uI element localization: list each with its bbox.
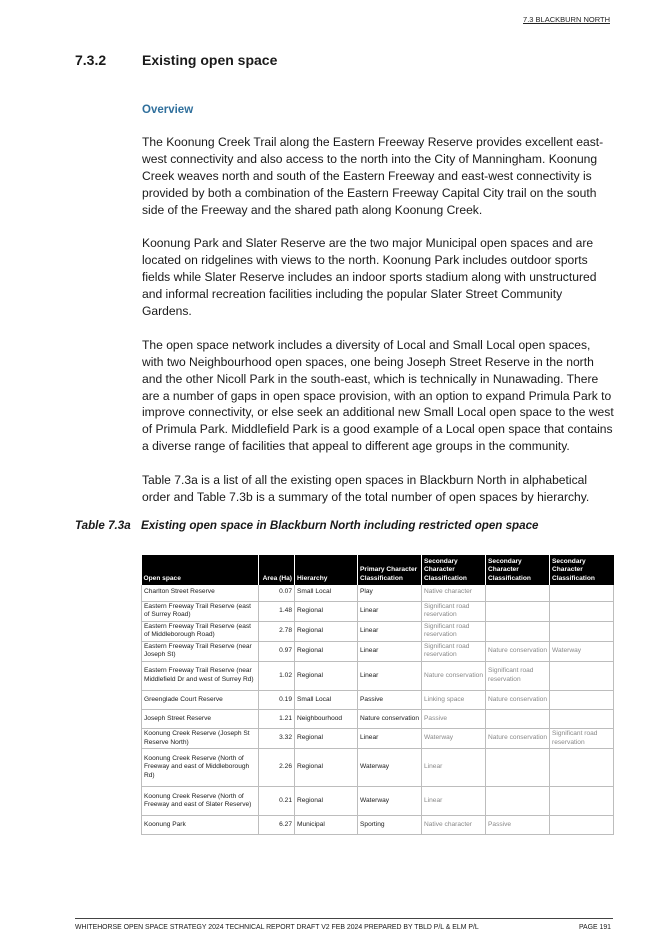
table-cell: Regional: [295, 641, 358, 661]
table-cell: [486, 710, 550, 729]
table-cell: [486, 621, 550, 641]
column-header: Primary Character Classification: [358, 555, 422, 585]
table-cell: [486, 749, 550, 787]
table-caption-title: Existing open space in Blackburn North including restricted open space: [141, 519, 539, 532]
table-cell: Small Local: [295, 585, 358, 601]
table-cell: Nature conservation: [486, 691, 550, 710]
table-cell: Charlton Street Reserve: [142, 585, 259, 601]
table-cell: Municipal: [295, 816, 358, 835]
table-cell: Significant road reservation: [422, 641, 486, 661]
table-cell: Koonung Creek Reserve (North of Freeway and east of Slater Reserve): [142, 787, 259, 816]
table-cell: Play: [358, 585, 422, 601]
table-row: [142, 729, 614, 749]
table-cell: 1.48: [259, 601, 295, 621]
table-cell: Significant road reservation: [550, 729, 614, 749]
table-cell: [550, 816, 614, 835]
paragraph: The Koonung Creek Trail along the Eastern Freeway Reserve provides excellent east-west connectivity and also access to the north into the City of Manningham. Koonung Creek weaves north and south of the Eastern Freeway and east-west connectivity is provided by both a combination of the Eastern Freeway Capital City trail on the south side of the Freeway and the shared path along Koonung Creek.: [142, 135, 604, 217]
table-cell: [550, 621, 614, 641]
table-cell: [486, 585, 550, 601]
table-cell: 6.27: [259, 816, 295, 835]
table-cell: [486, 787, 550, 816]
table-cell: Eastern Freeway Trail Reserve (east of Middleborough Road): [142, 621, 259, 641]
table-cell: Passive: [486, 816, 550, 835]
table-cell: Significant road reservation: [422, 601, 486, 621]
table-cell: Significant road reservation: [422, 621, 486, 641]
column-header: Open space: [142, 555, 259, 585]
table-cell: Koonung Creek Reserve (Joseph St Reserve North): [142, 729, 259, 749]
paragraph: The open space network includes a diversity of Local and Small Local open spaces, with two Neighbourhood open spaces, one being Joseph Street Reserve in the north and the other Nicoll Park in the south-east, which is technically in Nunawading. There are a number of gaps in open space provision, with an option to expand Primula Park to improve connectivity, or else seek an additional new Small Local open space to the west of Primula Park. Middlefield Park is a good example of a Local open space that contains a diverse range of facilities that appeal to different age groups in the community.: [142, 337, 614, 454]
table-cell: 0.19: [259, 691, 295, 710]
table-cell: Regional: [295, 787, 358, 816]
column-header: Secondary Character Classification: [486, 555, 550, 585]
table-cell: Neighbourhood: [295, 710, 358, 729]
table-cell: Regional: [295, 601, 358, 621]
table-row: [142, 621, 614, 641]
table-row: [142, 691, 614, 710]
table-cell: [486, 601, 550, 621]
overview-heading: Overview: [142, 104, 194, 116]
table-cell: Eastern Freeway Trail Reserve (near Middlefield Dr and west of Surrey Rd): [142, 662, 259, 691]
table-cell: Nature conservation: [422, 662, 486, 691]
table-row: [142, 601, 614, 621]
table-row: [142, 710, 614, 729]
table-cell: [550, 710, 614, 729]
table-cell: Waterway: [358, 787, 422, 816]
table-cell: Nature conservation: [486, 729, 550, 749]
paragraph: Koonung Park and Slater Reserve are the two major Municipal open spaces and are located on ridgelines with views to the north. Koonung Park includes outdoor sports fields while Slater Reserve includes an indoor sports stadium along with unstructured and informal recreation facilities including the popular Slater Street Community Gardens.: [142, 236, 597, 319]
table-cell: Linear: [358, 641, 422, 661]
table-cell: Linking space: [422, 691, 486, 710]
section-title: Existing open space: [142, 52, 278, 68]
table-row: [142, 787, 614, 816]
table-cell: Significant road reservation: [486, 662, 550, 691]
table-row: [142, 585, 614, 601]
table-cell: Waterway: [422, 729, 486, 749]
column-header: Secondary Character Classification: [550, 555, 614, 585]
table-cell: Regional: [295, 662, 358, 691]
table-cell: 1.02: [259, 662, 295, 691]
page-number: PAGE 191: [578, 924, 611, 931]
table-cell: 0.97: [259, 641, 295, 661]
table-cell: [550, 601, 614, 621]
table-cell: Passive: [358, 691, 422, 710]
table-cell: Linear: [422, 787, 486, 816]
table-cell: [550, 749, 614, 787]
table-cell: Linear: [422, 749, 486, 787]
body-text: [142, 134, 614, 523]
table-cell: Small Local: [295, 691, 358, 710]
paragraph: Table 7.3a is a list of all the existing open spaces in Blackburn North in alphabetical order and Table 7.3b is a summary of the total number of open spaces by hierarchy.: [142, 473, 590, 504]
table-cell: 0.21: [259, 787, 295, 816]
table-cell: 1.21: [259, 710, 295, 729]
table-cell: 2.78: [259, 621, 295, 641]
table-cell: Nature conservation: [358, 710, 422, 729]
table-cell: Linear: [358, 662, 422, 691]
column-header: Hierarchy: [295, 555, 358, 585]
table-cell: Nature conservation: [486, 641, 550, 661]
section-reference: 7.3 BLACKBURN NORTH: [523, 15, 610, 24]
table-row: [142, 816, 614, 835]
table-cell: Eastern Freeway Trail Reserve (east of Surrey Road): [142, 601, 259, 621]
table-cell: Waterway: [358, 749, 422, 787]
table-cell: 0.07: [259, 585, 295, 601]
section-number: 7.3.2: [75, 52, 107, 68]
table-cell: Native character: [422, 816, 486, 835]
footer-divider: [75, 918, 613, 919]
table-row: [142, 641, 614, 661]
table-cell: 2.26: [259, 749, 295, 787]
table-cell: Regional: [295, 621, 358, 641]
table-cell: Greenglade Court Reserve: [142, 691, 259, 710]
table-cell: Linear: [358, 729, 422, 749]
table-row: [142, 662, 614, 691]
table-cell: Regional: [295, 749, 358, 787]
column-header: Area (Ha): [259, 555, 295, 585]
table-cell: Waterway: [550, 641, 614, 661]
table-cell: Koonung Creek Reserve (North of Freeway and east of Middleborough Rd): [142, 749, 259, 787]
table-cell: 3.32: [259, 729, 295, 749]
table-cell: [550, 585, 614, 601]
table-caption-number: Table 7.3a: [75, 519, 131, 532]
table-cell: Linear: [358, 621, 422, 641]
table-caption: [75, 519, 539, 532]
table-cell: Sporting: [358, 816, 422, 835]
table-cell: [550, 787, 614, 816]
table-cell: [550, 691, 614, 710]
table-cell: Passive: [422, 710, 486, 729]
table-cell: Regional: [295, 729, 358, 749]
table-cell: Koonung Park: [142, 816, 259, 835]
table-cell: Joseph Street Reserve: [142, 710, 259, 729]
table-cell: Eastern Freeway Trail Reserve (near Joseph St): [142, 641, 259, 661]
table-cell: Native character: [422, 585, 486, 601]
footer-text: WHITEHORSE OPEN SPACE STRATEGY 2024 TECHNICAL REPORT DRAFT V2 FEB 2024 PREPARED BY TBLD P/L & ELM P/L: [75, 924, 479, 931]
table-header-row: [142, 555, 614, 585]
table-row: [142, 749, 614, 787]
table-cell: [550, 662, 614, 691]
table-cell: Linear: [358, 601, 422, 621]
column-header: Secondary Character Classification: [422, 555, 486, 585]
open-space-table: [141, 555, 614, 835]
